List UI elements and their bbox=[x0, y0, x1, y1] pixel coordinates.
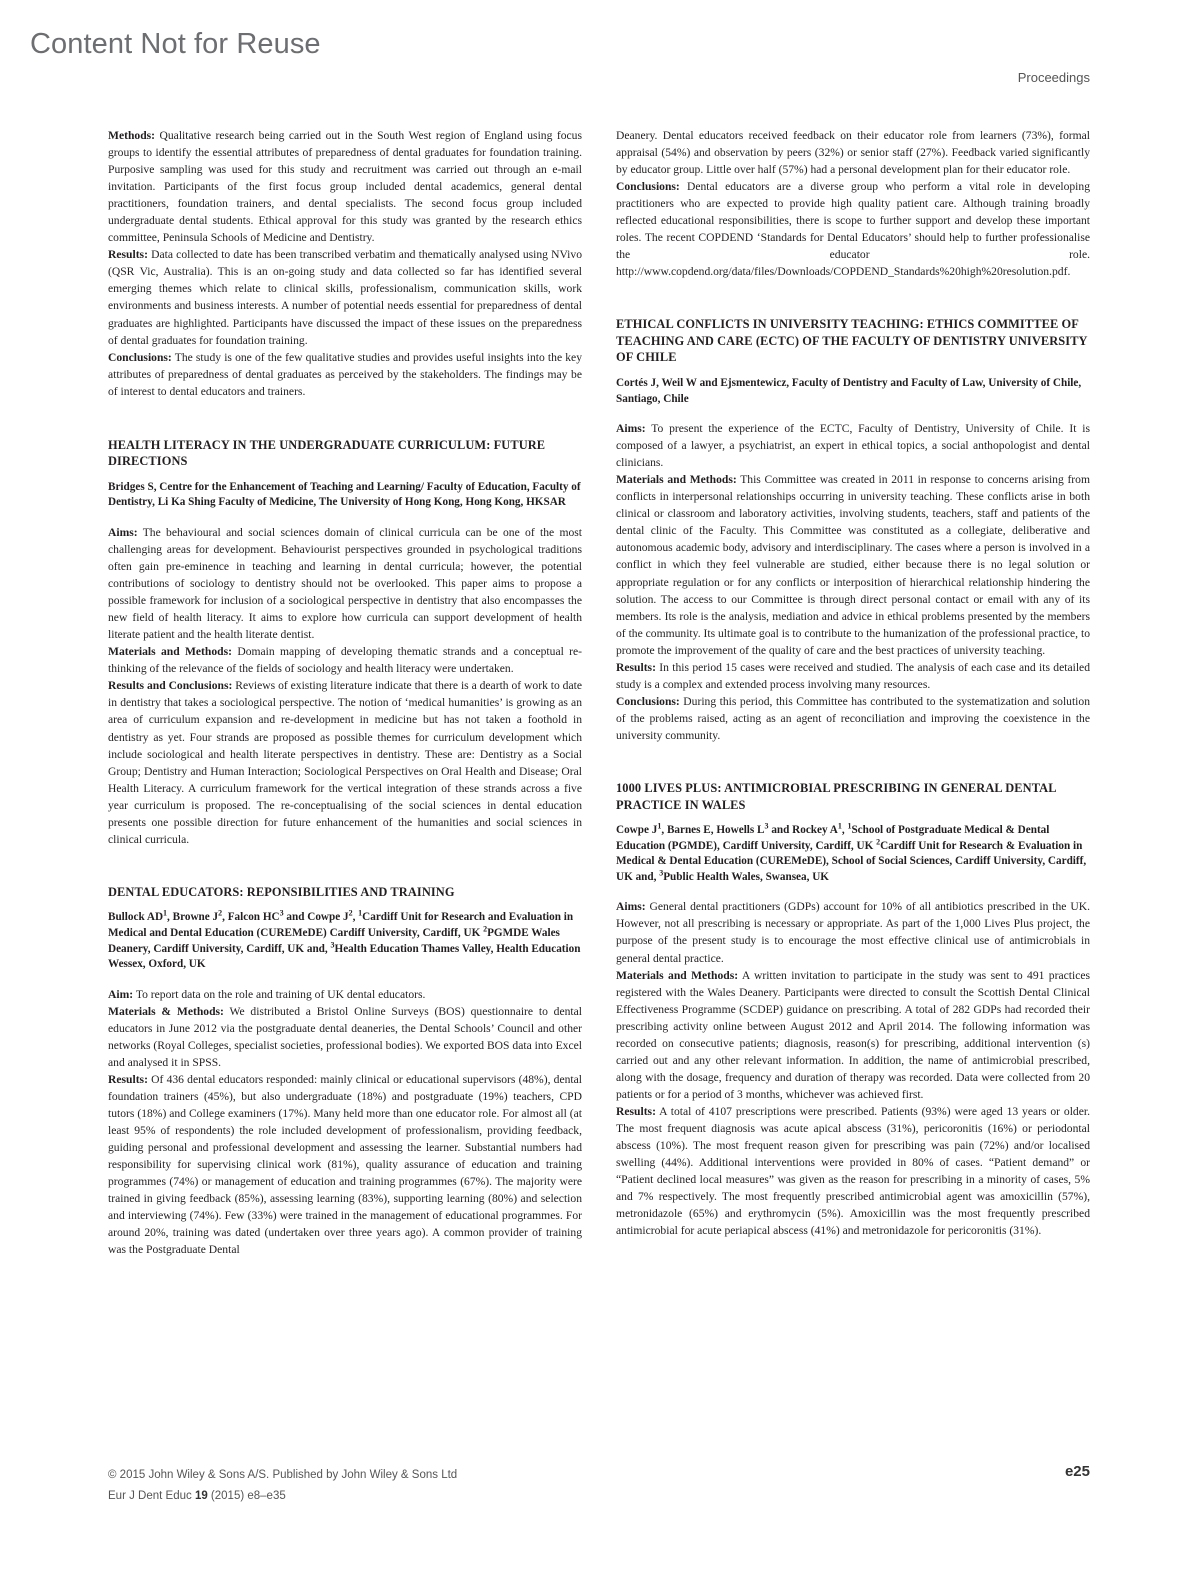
paragraph: Results: In this period 15 cases were received and studied. The analysis of each case and its detailed study is a complex and extended process involving many resources. bbox=[616, 660, 1090, 691]
paragraph: Results: Of 436 dental educators responded: mainly clinical or educational supervisors (48%), dental foundation trainers (45%), but also undergraduate (18%) and postgraduate (19%) teachers, CPD tutors (18%) and College examiners (17%). Many held more than one educator role. For almost all (at least 95% of respondents) the role included development of professionalism, providing feedback, guiding personal and professional development and assessing the learner. Substantial numbers had responsibility for supervising clinical work (81%), quality assurance of education and training programmes (74%) or management of education and training programmes (67%). The majority were trained in giving feedback (85%), assessing learning (83%), supporting learning (80%) and selection and interviewing (74%). Few (33%) were trained in the management of educational programmes. For around 20%, training was dated (undertaken over three years ago). A common provider of training was the Postgraduate Dental bbox=[108, 1072, 582, 1257]
right-column bbox=[616, 127, 1090, 1239]
prev-abstract bbox=[108, 127, 582, 400]
abstract-ethical-conflicts bbox=[616, 316, 1090, 744]
abstract-health-literacy bbox=[108, 437, 582, 848]
paragraph: Materials and Methods: A written invitation to participate in the study was sent to 491 practices registered with the Wales Deanery. Participants were directed to consult the Scottish Dental Clinical Effectiveness Programme (SCDEP) guidance on prescribing. A total of 282 GDPs had recorded their prescribing activity online between August 2012 and April 2014. The following information was recorded on consecutive patients; diagnosis, reason(s) for prescribing, additional intervention (s) carried out and any other relevant information. In addition, the name of antimicrobial prescribed, along with the dosage, frequency and duration of therapy was recorded. Data were collected from 20 patients or for a period of 3 months, whichever was achieved first. bbox=[616, 968, 1091, 1101]
copyright-notice: © 2015 John Wiley & Sons A/S. Published by John Wiley & Sons Ltd bbox=[108, 1469, 458, 1481]
paragraph: Aims: To present the experience of the ECTC, Faculty of Dentistry, University of Chile. It is composed of a lawyer, a psychiatrist, an expert in ethical topics, a social anthopologist and dental clinicians. bbox=[616, 422, 1090, 470]
left-column bbox=[108, 127, 582, 1258]
paragraph: Results: Data collected to date has been transcribed verbatim and thematically analysed using NVivo (QSR Vic, Australia). This is an on-going study and data collected so far has identified several emerging themes which relate to clinical skills, professionalism, communication skills, work environments and business interests. A number of potential needs essential for preparedness of dental graduates are highlighted. Participants have discussed the impact of these issues on the preparedness of dental graduates for foundation training. bbox=[108, 248, 582, 347]
paragraph: Aims: The behavioural and social sciences domain of clinical curricula can be one of the most challenging areas for development. Behaviourist perspectives grounded in psychological traditions often gain pre-eminence in teaching and learning in dental curricula; however, the potential contributions of sociology to dentistry should not be overlooked. This paper aims to propose a possible framework for inclusion of a sociological perspective in dentistry that also encompasses the new field of health literacy. It aims to explore how curricula can support development of health literate patient and the health literate dentist. bbox=[108, 525, 582, 642]
paragraph: Results and Conclusions: Reviews of existing literature indicate that there is a dearth of work to date in dentistry that takes a sociological perspective. The notion of ‘medical humanities’ is growing as an area of curriculum expansion and re-development in medicine but has not taken a foothold in dentistry as yet. Four strands are proposed as possible themes for curriculum development which include sociological and health literate perspectives in dentistry. These are: Dentistry as a Social Group; Dentistry and Human Interaction; Sociological Perspectives on Oral Health and Disease; Oral Health Literacy. A curriculum framework for the vertical integration of these strands across a five year curriculum is proposed. The re-conceptualising of the social sciences in dental education presents one possible direction for future enhancement of the humanities and social sciences in clinical curricula. bbox=[108, 679, 582, 846]
abstract-title: ETHICAL CONFLICTS IN UNIVERSITY TEACHING: ETHICS COMMITTEE OF TEACHING AND CARE (ECTC) OF THE FACULTY OF DENTISTRY UNIVERSITY OF CHILE bbox=[616, 317, 1088, 365]
abstract-authors: Bullock $AD^1$, Browne $J^2$, Falcon $HC^3$ and Cowpe $J^2$, $^1$Cardiff Unit for Research and Evaluation in Medical and Dental Education (CUREMeDE) Cardiff University, Cardiff, UK $^2$PGMDE Wales Deanery, Cardiff University, Cardiff, UK and, $^3$Health Education Thames Valley, Health Education Wessex, Oxford, UK bbox=[108, 908, 581, 971]
watermark: Content Not for Reuse bbox=[30, 28, 321, 60]
abstract-1000-lives-plus bbox=[616, 780, 1090, 1239]
paragraph: Materials & Methods: We distributed a Bristol Online Surveys (BOS) questionnaire to dental educators in June 2012 via the postgraduate dental deaneries, the Dental Schools’ Council and other networks (Royal Colleges, specialist societies, professional bodies). We exported BOS data into Excel and analysed it in SPSS. bbox=[108, 1004, 582, 1069]
paragraph: Materials and Methods: Domain mapping of developing thematic strands and a conceptual re-thinking of the relevance of the fields of sociology and health literacy were undertaken. bbox=[108, 645, 583, 676]
abstract-continuation bbox=[616, 127, 1090, 280]
paragraph: Conclusions: Dental educators are a diverse group who perform a vital role in developing practitioners who are expected to provide high quality patient care. Although training broadly reflected educational responsibilities, there is scope to further support and develop these important roles. The recent COPDEND ‘Standards for Dental Educators’ should help to further professionalise the educator role. http://www.copdend.org/data/files/Downloads/COPDEND_Standards%20high%20resolution.pdf. bbox=[616, 180, 1090, 279]
abstract-dental-educators bbox=[108, 884, 582, 1259]
paragraph: Conclusions: The study is one of the few qualitative studies and provides useful insights into the key attributes of preparedness of dental graduates as perceived by the stakeholders. The findings may be of interest to dental educators and trainers. bbox=[108, 350, 582, 398]
abstract-authors: Cowpe $J^1$, Barnes E, Howells $L^3$ and Rockey $A^1$, $^1$School of Postgraduate Medical & Dental Education (PGMDE), Cardiff University, Cardiff, UK $^2$Cardiff Unit for Research & Evaluation in Medical & Dental Education (CUREMeDE), School of Social Sciences, Cardiff University, Cardiff, UK and, $^3$Public Health Wales, Swansea, UK bbox=[616, 821, 1087, 883]
running-head: Proceedings bbox=[1017, 70, 1090, 85]
paragraph: Conclusions: During this period, this Committee has contributed to the systematization and solution of the problems raised, acting as an agent of reconciliation and improving the coexistence in the university community. bbox=[616, 694, 1090, 742]
abstract-title: DENTAL EDUCATORS: REPONSIBILITIES AND TRAINING bbox=[108, 884, 455, 899]
paragraph: Results: A total of 4107 prescriptions were prescribed. Patients (93%) were aged 13 years or older. The most frequent diagnosis was acute apical abscess (31%), pericoronitis (16%) or periodontal abscess (10%). The most frequent reason given for prescribing was pain (72%) and/or localised swelling (44%). Additional interventions were provided in 80% of cases. “Patient demand” or “Patient declined local measures” was given as the reason for prescribing in a minority of cases, 5% and 7% respectively. The most frequently prescribed antimicrobial agent was amoxicillin (57%), metronidazole (65%) and erythromycin (5%). Amoxicillin was the most frequently prescribed antimicrobial for acute periapical abscess (41%) and metronidazole for pericoronitis (31%). bbox=[616, 1104, 1090, 1238]
paragraph: Methods: Qualitative research being carried out in the South West region of England using focus groups to identify the essential attributes of preparedness of dental graduates for foundation training. Purposive sampling was used for this study and recruitment was carried out through an e-mail invitation. Participants of the first focus group included dental academics, general dental practitioners, foundation trainers, and dental specialists. The second focus group included undergraduate dental students. Ethical approval for this study was granted by the research ethics committee, Peninsula Schools of Medicine and Dentistry. bbox=[108, 129, 582, 245]
paragraph: Aims: General dental practitioners (GDPs) account for 10% of all antibiotics prescribed in the UK. However, not all prescribing is necessary or appropriate. As part of the 1,000 Lives Plus project, the purpose of the present study is to encourage the most effective clinical use of antimicrobials in general dental practice. bbox=[616, 900, 1090, 965]
paragraph: Deanery. Dental educators received feedback on their educator role from learners (73%), formal appraisal (54%) and observation by peers (32%) or senior staff (27%). Feedback varied significantly by educator group. Little over half (57%) had a personal development plan for their educator role. bbox=[616, 129, 1090, 177]
abstract-authors: Cortés J, Weil W and Ejsmentewicz, Faculty of Dentistry and Faculty of Law, University of Chile, Santiago, Chile bbox=[616, 376, 1082, 405]
abstract-title: 1000 LIVES PLUS: ANTIMICROBIAL PRESCRIBING IN GENERAL DENTAL PRACTICE IN WALES bbox=[616, 781, 1056, 812]
abstract-title: HEALTH LITERACY IN THE UNDERGRADUATE CURRICULUM: FUTURE DIRECTIONS bbox=[108, 437, 546, 469]
page-number: e25 bbox=[1064, 1463, 1090, 1480]
abstract-authors: Bridges S, Centre for the Enhancement of Teaching and Learning/ Faculty of Education, Faculty of Dentistry, Li Ka Shing Faculty of Medicine, The University of Hong Kong, Hong Kong, HKSAR bbox=[108, 480, 581, 509]
footer bbox=[108, 1465, 457, 1507]
journal-citation: Eur J Dent Educ 19 (2015) e8–e35 bbox=[108, 1490, 286, 1502]
paragraph: Materials and Methods: This Committee was created in 2011 in response to concerns arising from conflicts in interpersonal relationships occurring in university teaching. These conflicts arise in both clinical or classroom and laboratory activities, involving students, teachers, staff and patients of the dental clinic of the Faculty. This Committee was constituted as a collegiate, deliberative and autonomous academic body, advisory and interdisciplinary. The cases where a person is involved in a conflict in which they feel vulnerable are studied, either because there is no legal solution or appropriate regulation or for any conflicts or interposition of hierarchical relationship hindering the solution. The access to our Committee is through direct personal contact or email with any of its members. Its role is the analysis, mediation and advice in ethical problems presented by the members of the community. Its ultimate goal is to contribute to the humanization of the professional practice, to promote the improvement of the quality of care and the best practices of university teaching. bbox=[616, 473, 1090, 657]
paragraph: Aim: To report data on the role and training of UK dental educators. bbox=[108, 987, 426, 1001]
